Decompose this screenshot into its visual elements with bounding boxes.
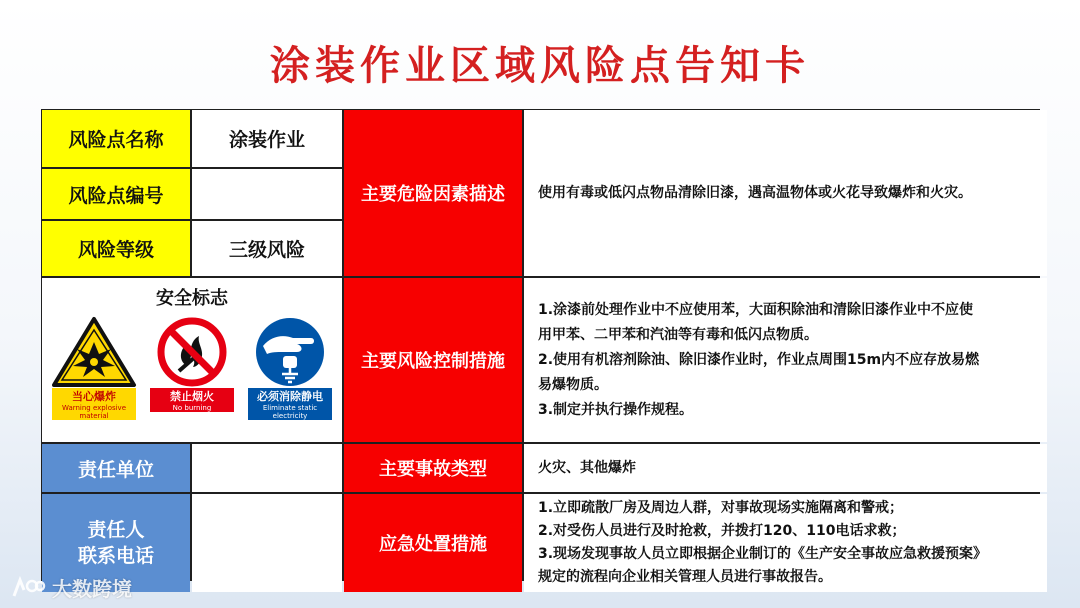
control-measures [524,278,1047,442]
emergency-measures [524,494,1047,592]
sign-no-burning [148,316,236,420]
control-line: 3.制定并执行操作规程。 [538,401,694,418]
control-label: 主要风险控制措施 [344,278,522,442]
control-line: 用甲苯、二甲苯和汽油等有毒和低闪点物质。 [538,326,818,343]
risk-level-label: 风险等级 [42,221,190,276]
emergency-line: 2.对受伤人员进行及时抢救，并拨打120、110电话求救； [538,523,906,539]
watermark-text: 大数跨境 [52,577,132,601]
sign-eliminate-static [246,316,334,420]
control-line: 1.涂漆前处理作业中不应使用苯，大面积除油和清除旧漆作业中不应使 [538,301,974,318]
sign-label-static: 必须消除静电 Eliminate static electricity [248,388,332,420]
emergency-label: 应急处置措施 [344,494,522,592]
risk-card-table [41,109,1040,585]
emergency-line: 规定的流程向企业相关管理人员进行事故报告。 [538,569,832,585]
sign-label-explosion: 当心爆炸 Warning explosive material [52,388,136,420]
risk-code-label: 风险点编号 [42,169,190,219]
sign-explosion-warning [50,316,138,420]
risk-name-label: 风险点名称 [42,110,190,167]
risk-code-value [192,169,342,219]
no-fire-icon [149,316,235,388]
accident-type-value: 火灾、其他爆炸 [524,444,1047,492]
responsible-person-label: 责任人 联系电话 [42,494,190,592]
hazard-description: 使用有毒或低闪点物品清除旧漆，遇高温物体或火花导致爆炸和火灾。 [524,110,1047,276]
responsible-unit-value [192,444,342,492]
page-title: 涂装作业区域风险点告知卡 [270,43,810,89]
static-elimination-icon [247,316,333,388]
responsible-person-value [192,494,342,592]
safety-signs-title: 安全标志 [156,288,228,309]
control-line: 2.使用有机溶剂除油、除旧漆作业时，作业点周围15m内不应存放易燃 [538,351,980,368]
emergency-line: 1.立即疏散厂房及周边人群，对事故现场实施隔离和警戒； [538,500,904,516]
explosion-warning-icon [51,316,137,388]
dashukuajing-logo-icon [10,576,46,600]
sign-label-no-burning: 禁止烟火 No burning [150,388,234,412]
responsible-unit-label: 责任单位 [42,444,190,492]
risk-name-value: 涂装作业 [192,110,342,167]
hazard-label: 主要危险因素描述 [344,110,522,276]
safety-signs-panel [42,278,342,442]
accident-type-label: 主要事故类型 [344,444,522,492]
emergency-line: 3.现场发现事故人员立即根据企业制订的《生产安全事故应急救援预案》 [538,546,988,562]
control-line: 易爆物质。 [538,376,608,393]
watermark [10,573,132,602]
risk-level-value: 三级风险 [192,221,342,276]
